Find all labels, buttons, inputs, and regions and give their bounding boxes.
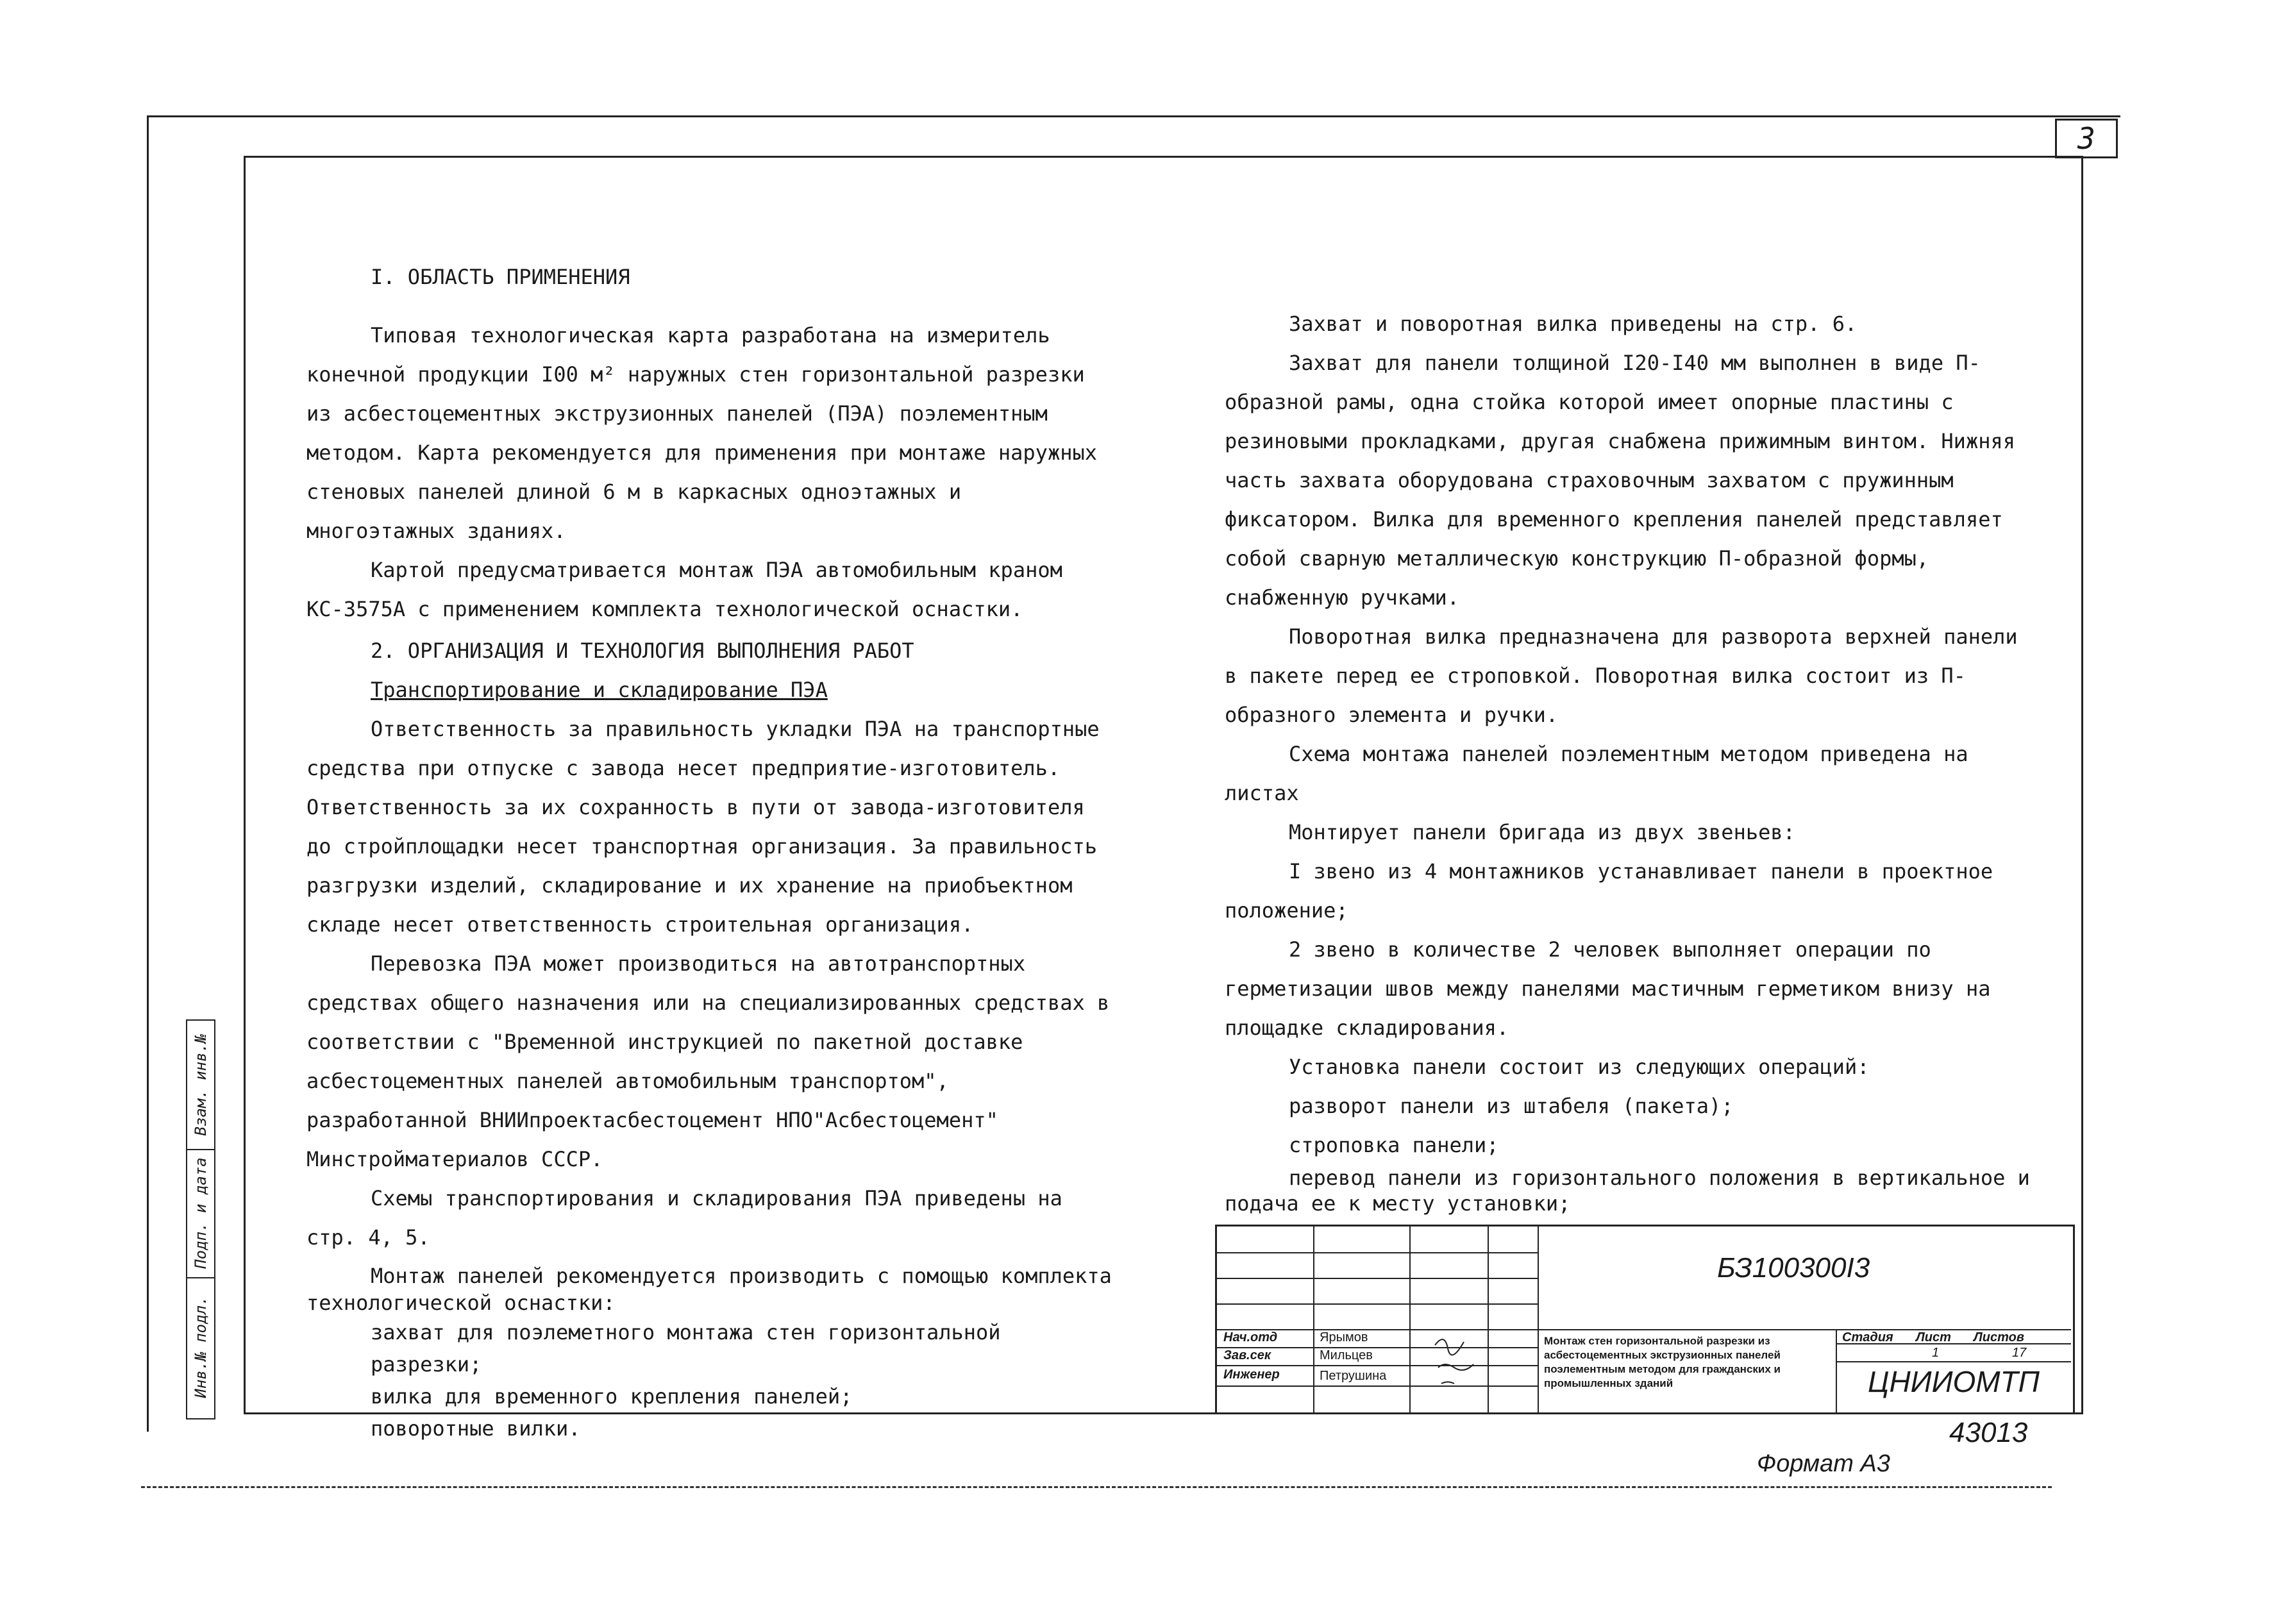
document-code: БЗ100300I3	[1717, 1252, 1870, 1284]
grid-line	[1488, 1226, 1489, 1412]
grid-line	[1217, 1365, 1538, 1366]
grid-line	[1409, 1226, 1411, 1412]
side-strip-label: Инв.№ подл.	[192, 1296, 210, 1398]
left-column	[306, 258, 1114, 1444]
side-strip-label: Взам. инв.№	[192, 1034, 210, 1136]
role-label: Инженер	[1223, 1368, 1280, 1382]
paragraph: Захват и поворотная вилка приведены на стр. 6.	[1289, 312, 1858, 336]
sheet-header: Лист	[1916, 1330, 1951, 1344]
grid-line	[1836, 1329, 1837, 1412]
side-strip-cell	[187, 1149, 214, 1278]
cut-line	[141, 1486, 2052, 1488]
grid-line	[1836, 1361, 2071, 1362]
title-block	[1215, 1225, 2075, 1414]
role-label: Нач.отд	[1223, 1330, 1278, 1344]
grid-line	[1538, 1226, 1539, 1412]
paragraph: 2 звено в количестве 2 человек выполняет операции по герметизации швов между панелями мастичным герметиком внизу на площадке складирования.	[1225, 937, 1991, 1040]
paragraph: Ответственность за правильность укладки ПЭА на транспортные средства при отпуске с завода несет предприятие-изготовитель. Ответственность за их сохранность в пути от завода-изготовителя до стройплощадки несет транспортная организация. За правильность разгрузки изделий, складирование и их хранение на приобъектном складе несет ответственность строительная организация.	[306, 717, 1100, 937]
person-name: Петрушина	[1320, 1369, 1387, 1383]
list-item: поворотные вилки.	[371, 1416, 581, 1441]
grid-line	[1217, 1385, 1538, 1387]
side-strip-label: Подп. и дата	[192, 1157, 210, 1269]
paragraph: Установка панели состоит из следующих операций:	[1289, 1055, 1870, 1079]
paragraph: Схема монтажа панелей поэлементным методом приведена на листах	[1225, 742, 1968, 805]
paragraph: Монтирует панели бригада из двух звеньев:	[1289, 820, 1795, 844]
side-strip	[186, 1019, 215, 1419]
stage-header: Стадия	[1842, 1330, 1893, 1344]
paragraph: строповка панели;	[1289, 1133, 1499, 1157]
paper-format: Формат А3	[1757, 1450, 1890, 1477]
sheets-header: Листов	[1974, 1330, 2024, 1344]
paragraph: Схемы транспортирования и складирования ПЭА приведены на стр. 4, 5.	[306, 1186, 1062, 1250]
list-item: вилка для временного крепления панелей;	[371, 1384, 853, 1409]
grid-line	[1217, 1278, 1538, 1279]
signature-marks	[1429, 1332, 1486, 1390]
paragraph: Типовая технологическая карта разработана на измеритель конечной продукции I00 м² наружных стен горизонтальной разрезки из асбестоцементных экструзионных панелей (ПЭА) поэлементным методом. Карта рекомендуется для применения при монтаже наружных стеновых панелей длиной 6 м в каркасных одноэтажных и многоэтажных зданиях.	[306, 323, 1097, 543]
subsection-title: Транспортирование и складирование ПЭА	[371, 678, 828, 702]
right-column	[1225, 305, 2033, 1216]
grid-line	[1217, 1303, 1538, 1305]
paragraph: Захват для панели толщиной I20-I40 мм выполнен в виде П-образной рамы, одна стойка которой имеет опорные пластины с резиновыми прокладками, другая снабжена прижимным винтом. Нижняя часть захвата оборудована страховочным захватом с пружинным фиксатором. Вилка для временного крепления панелей представляет собой сварную металлическую конструкцию П-образной формы, снабженную ручками.	[1225, 351, 2015, 610]
person-name: Мильцев	[1320, 1348, 1373, 1362]
side-strip-cell	[187, 1021, 214, 1150]
role-label: Зав.сек	[1223, 1348, 1271, 1362]
grid-line	[1217, 1252, 1538, 1253]
list-item: захват для поэлеметного монтажа стен горизонтальной разрезки;	[371, 1320, 1001, 1377]
side-strip-cell	[187, 1277, 214, 1417]
page-number: 3	[2055, 119, 2118, 158]
paragraph: Поворотная вилка предназначена для разворота верхней панели в пакете перед ее строповкой. Поворотная вилка состоит из П-образного элемента и ручки.	[1225, 624, 2018, 727]
grid-line	[1313, 1226, 1314, 1412]
section-2-title: 2. ОРГАНИЗАЦИЯ И ТЕХНОЛОГИЯ ВЫПОЛНЕНИЯ РАБОТ	[371, 639, 914, 663]
reference-number: 43013	[1949, 1417, 2028, 1448]
section-1-title: I. ОБЛАСТЬ ПРИМЕНЕНИЯ	[371, 265, 630, 289]
paragraph: Перевозка ПЭА может производиться на автотранспортных средствах общего назначения или на специализированных средствах в соответствии с "Временной инструкцией по пакетной доставке асбестоцементных панелей автомобильным транспортом", разработанной ВНИИпроектасбестоцемент НПО"Асбестоцемент" Минстройматериалов СССР.	[306, 951, 1110, 1171]
sheets-value: 17	[2012, 1346, 2027, 1360]
person-name: Ярымов	[1320, 1330, 1368, 1344]
paragraph: перевод панели из горизонтального положения в вертикальное и подача ее к месту установки;	[1225, 1166, 2030, 1216]
sheet-value: 1	[1932, 1346, 1940, 1360]
paragraph: разворот панели из штабеля (пакета);	[1289, 1094, 1734, 1118]
paragraph: Монтаж панелей рекомендуется производить с помощью комплекта технологической оснастки:	[306, 1264, 1112, 1315]
paragraph: I звено из 4 монтажников устанавливает панели в проектное положение;	[1225, 859, 1993, 923]
work-title: Монтаж стен горизонтальной разрезки из асбестоцементных экструзионных панелей поэлементным методом для гражданских и промышленных зданий	[1544, 1335, 1781, 1389]
organization: ЦНИИОМТП	[1868, 1365, 2040, 1398]
paragraph: Картой предусматривается монтаж ПЭА автомобильным краном КС-3575А с применением комплекта технологической оснастки.	[306, 558, 1062, 621]
